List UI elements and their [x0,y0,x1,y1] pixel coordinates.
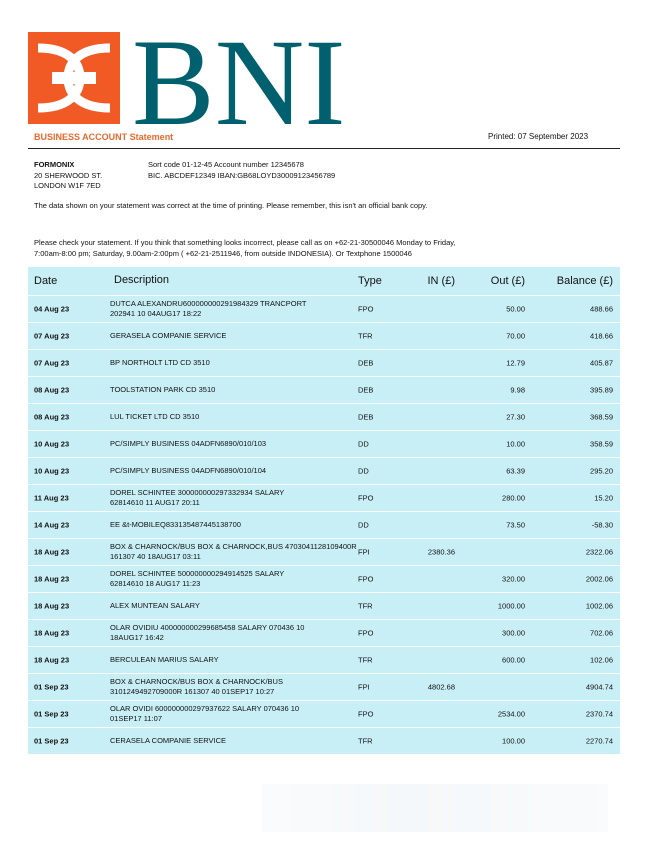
row-out: 280.00 [502,493,525,503]
row-out: 27.30 [506,412,525,422]
row-balance: 488.66 [590,304,613,314]
table-row [28,485,620,512]
row-description-line-1: OLAR OVIDIU 400000000299685458 SALARY 070436 10 [110,623,305,632]
table-row [28,728,620,755]
row-description [110,358,372,368]
table-row [28,620,620,647]
table-row [28,404,620,431]
row-out: 63.39 [506,466,525,476]
table-row [28,377,620,404]
row-description-line-1: CERASELA COMPANIE SERVICE [110,736,227,745]
row-date: 11 Aug 23 [34,493,69,503]
row-description [110,299,372,319]
row-description-line-1: ALEX MUNTEAN SALARY [110,601,200,610]
row-type: DD [358,439,369,449]
row-description-line-1: GERASELA COMPANIE SERVICE [110,331,227,340]
row-out: 1000.00 [497,601,525,611]
row-description-line-2: 62814610 11 AUG17 20:11 [110,498,200,507]
row-description [110,704,372,724]
row-type: FPI [358,682,370,692]
row-type: FPO [358,574,374,584]
row-description-line-2: 01SEP17 11:07 [110,714,162,723]
table-row [28,674,620,701]
row-description-line-2: 202941 10 04AUG17 18:22 [110,309,202,318]
header-out: Out (£) [490,275,525,287]
row-date: 10 Aug 23 [34,466,70,476]
row-type: FPI [358,547,370,557]
row-balance: 702.06 [590,628,613,638]
row-description [110,385,372,395]
check-notice: Please check your statement. If you think that something looks incorrect, please call as on +62-21-30500046 Monday to Friday, 7:00am-8:00 pm; Saturday, 9.00am-2:00pm ( +62-21-2511946, from outside INDONESIA). Or Textphone 1500046 [34,238,456,258]
row-type: TFR [358,601,373,611]
row-type: FPO [358,628,374,638]
row-description-line-1: BOX & CHARNOCK/BUS BOX & CHARNOCK/BUS [110,677,283,686]
row-out: 73.50 [506,520,525,530]
row-description-line-2: 3101249492709000R 161307 40 01SEP17 10:27 [110,687,275,696]
row-description [110,569,372,589]
address-line-2: LONDON W1F 7ED [34,181,101,190]
row-balance: 368.59 [590,412,613,422]
row-description [110,439,372,449]
row-date: 18 Aug 23 [34,628,70,638]
table-row [28,593,620,620]
row-out: 70.00 [506,331,525,341]
row-description [110,466,372,476]
row-description [110,331,372,341]
table-body [28,296,620,755]
header-type: Type [358,275,382,287]
table-row [28,512,620,539]
row-date: 01 Sep 23 [34,736,69,746]
row-description-line-1: BP NORTHOLT LTD CD 3510 [110,358,210,367]
row-date: 01 Sep 23 [34,682,69,692]
row-in: 4802.68 [427,682,455,692]
row-description-line-1: DOREL SCHINTEE 300000000297332934 SALARY [110,488,285,497]
row-balance: 2322.06 [585,547,613,557]
row-balance: -58.30 [591,520,613,530]
header-balance: Balance (£) [556,275,613,287]
header-in: IN (£) [427,275,455,287]
row-date: 01 Sep 23 [34,709,69,719]
row-description-line-1: BERCULEAN MARIUS SALARY [110,655,219,664]
table-row [28,701,620,728]
row-description [110,520,372,530]
row-balance: 2002.06 [585,574,613,584]
row-type: TFR [358,655,373,665]
row-type: FPO [358,304,374,314]
row-description-line-1: PC/SIMPLY BUSINESS 04ADFN6890/010/104 [110,466,267,475]
row-description-line-2: 62814610 18 AUG17 11:23 [110,579,201,588]
bni-logo [28,28,358,132]
row-description-line-1: BOX & CHARNOCK/BUS BOX & CHARNOCK,BUS 4703041128109400R [110,542,357,551]
row-date: 08 Aug 23 [34,412,70,422]
row-balance: 418.66 [590,331,613,341]
row-description-line-1: TOOLSTATION PARK CD 3510 [110,385,216,394]
row-description-line-2: 161307 40 18AUG17 03:11 [110,552,201,561]
sort-code-line: Sort code 01-12-45 Account number 12345678 [148,160,304,169]
row-date: 18 Aug 23 [34,574,70,584]
row-description-line-1: EE &t-MOBILEQ833135487445138700 [110,520,241,529]
table-row [28,539,620,566]
row-out: 50.00 [506,304,525,314]
row-out: 9.98 [510,385,525,395]
row-balance: 358.59 [590,439,613,449]
table-row [28,296,620,323]
row-type: DEB [358,412,374,422]
row-description [110,655,372,665]
row-out: 320.00 [502,574,525,584]
row-type: DEB [358,385,374,395]
row-description-line-1: LUL TICKET LTD CD 3510 [110,412,200,421]
row-out: 600.00 [502,655,525,665]
row-out: 10.00 [506,439,525,449]
row-type: TFR [358,331,373,341]
row-in: 2380.36 [427,547,455,557]
row-date: 18 Aug 23 [34,655,70,665]
table-row [28,323,620,350]
row-balance: 1002.06 [585,601,613,611]
row-description-line-1: PC/SIMPLY BUSINESS 04ADFN6890/010/103 [110,439,267,448]
account-codes [148,160,335,181]
row-type: FPO [358,493,374,503]
row-balance: 102.06 [590,655,613,665]
row-type: DEB [358,358,374,368]
table-row [28,566,620,593]
table-row [28,350,620,377]
table-row [28,647,620,674]
row-description-line-1: DOREL SCHINTEE 500000000294914525 SALARY [110,569,285,578]
row-date: 08 Aug 23 [34,385,70,395]
row-type: DD [358,520,369,530]
row-balance: 4904.74 [585,682,613,692]
printed-date: Printed: 07 September 2023 [488,132,589,141]
row-balance: 295.20 [590,466,613,476]
row-out: 2534.00 [497,709,525,719]
transactions-table [28,267,620,755]
accuracy-notice: The data shown on your statement was correct at the time of printing. Please remember, this isn't an official bank copy. [34,201,428,210]
row-balance: 2270.74 [585,736,613,746]
row-description [110,488,372,508]
row-date: 14 Aug 23 [34,520,70,530]
row-balance: 405.87 [590,358,613,368]
row-out: 12.79 [506,358,525,368]
row-description-line-1: DUTCA ALEXANDRU600000000291984329 TRANCPORT [110,299,307,308]
row-out: 100.00 [502,736,525,746]
row-balance: 2370.74 [585,709,613,719]
row-description-line-2: 18AUG17 16:42 [110,633,164,642]
row-description [110,677,372,697]
row-description [110,542,372,562]
statement-header [28,128,620,149]
faded-watermark [262,784,608,832]
row-description [110,412,372,422]
statement-title: BUSINESS ACCOUNT Statement [34,132,174,142]
row-balance: 395.89 [590,385,613,395]
address-line-1: 20 SHERWOOD ST. [34,170,103,180]
row-type: FPO [358,709,374,719]
row-description [110,736,372,746]
table-row [28,458,620,485]
iban-line: BIC. ABCDEF12349 IBAN:GB68LOYD30009123456789 [148,170,336,180]
row-date: 18 Aug 23 [34,547,70,557]
row-date: 07 Aug 23 [34,331,70,341]
header-date: Date [34,275,58,287]
row-date: 07 Aug 23 [34,358,70,368]
table-header-row [28,267,620,296]
row-date: 18 Aug 23 [34,601,70,611]
row-out: 300.00 [502,628,525,638]
row-description-line-1: OLAR OVIDI 600000000297937622 SALARY 070436 10 [110,704,300,713]
row-type: TFR [358,736,373,746]
header-description: Description [114,274,170,286]
table-row [28,431,620,458]
row-date: 04 Aug 23 [34,304,70,314]
row-description [110,623,372,643]
company-name: FORMONIX [34,160,75,169]
account-address [34,160,102,192]
logo-wordmark: BNI [132,28,346,132]
row-date: 10 Aug 23 [34,439,70,449]
row-description [110,601,372,611]
row-type: DD [358,466,369,476]
row-balance: 15.20 [594,493,613,503]
